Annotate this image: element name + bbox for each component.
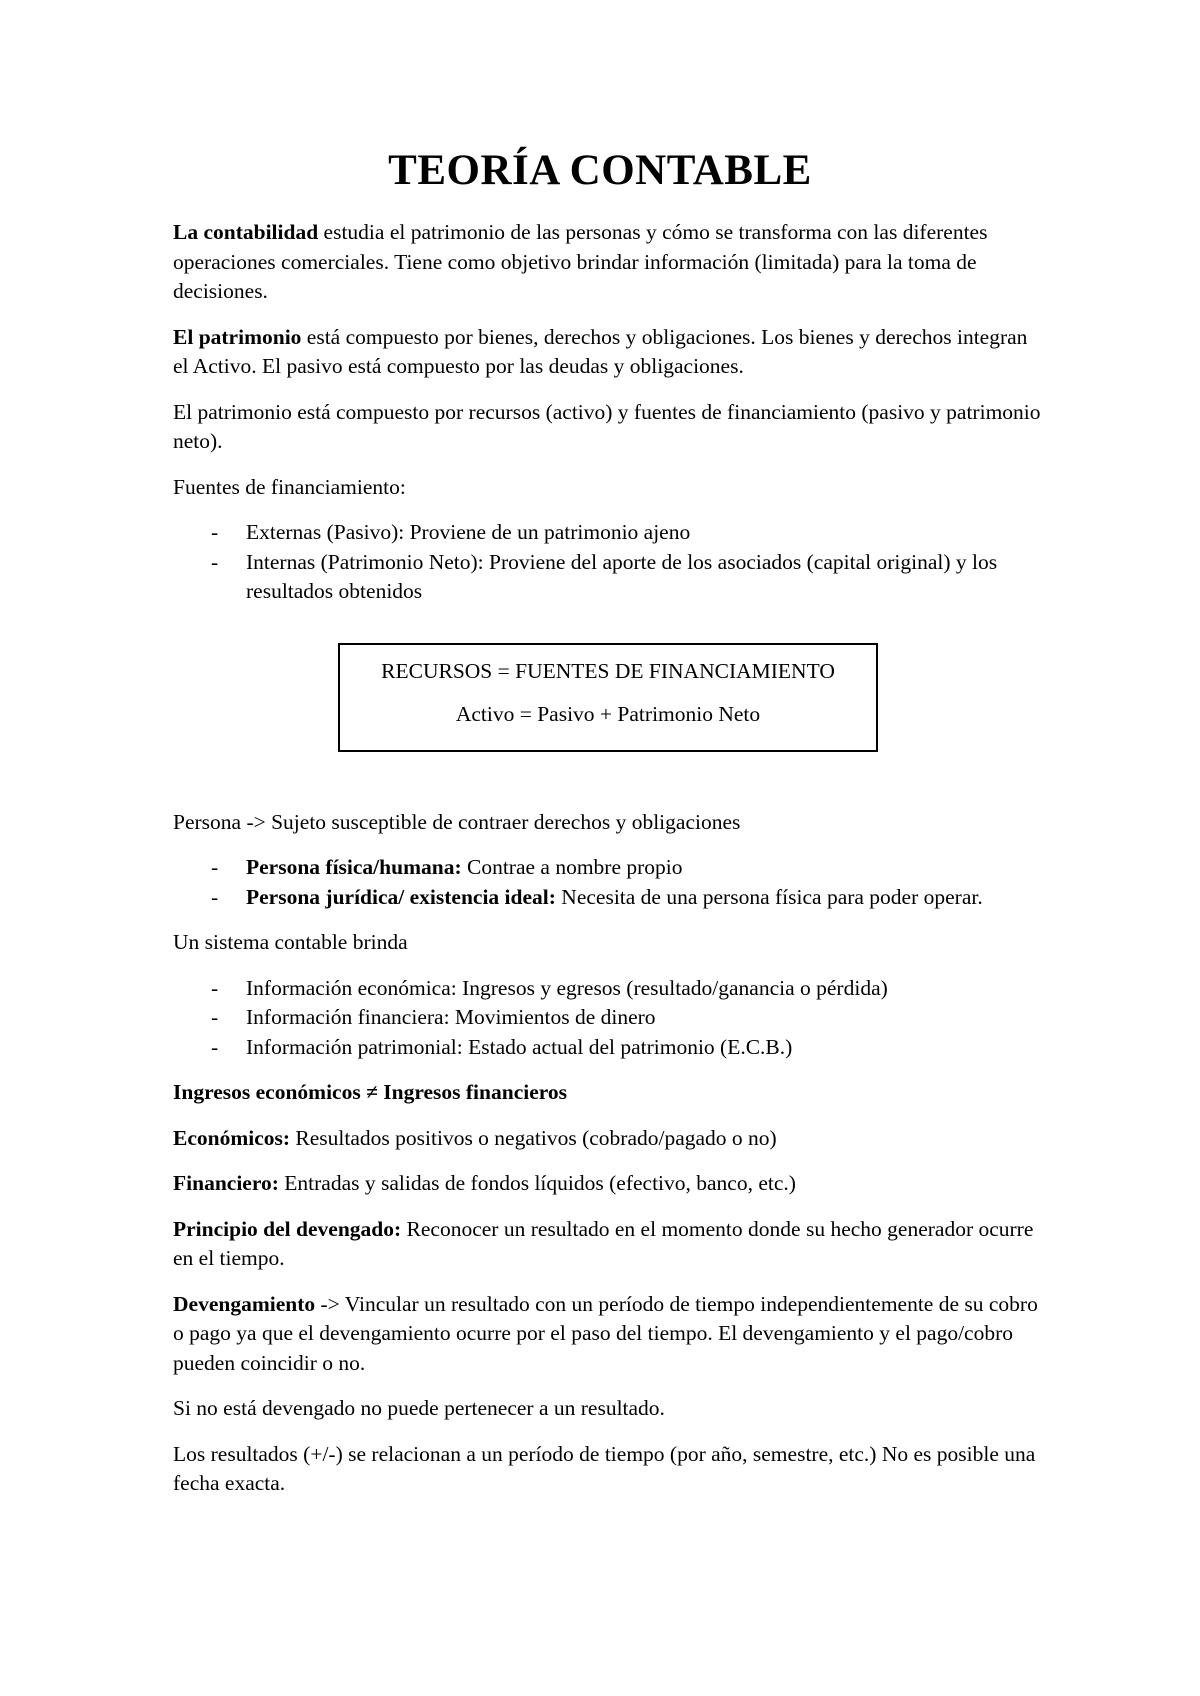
- equation-box-wrapper: [173, 643, 1043, 752]
- equation-line-activo: Activo = Pasivo + Patrimonio Neto: [455, 702, 761, 726]
- paragraph-text: Resultados positivos o negativos (cobrado/pagado o no): [290, 1125, 777, 1150]
- list-item: - Internas (Patrimonio Neto): Proviene del aporte de los asociados (capital original) y los resultados obtenidos: [173, 548, 1043, 607]
- paragraph-no-devengado: Si no está devengado no puede pertenecer a un resultado.: [173, 1396, 665, 1420]
- term-ingresos: Ingresos económicos ≠ Ingresos financieros: [173, 1080, 568, 1104]
- paragraph-text: estudia el patrimonio de las personas y cómo se transforma con las diferentes operaciones comerciales. Tiene como objetivo brindar información (limitada) para la toma de decisiones.: [173, 220, 988, 303]
- term-persona-fisica: Persona física/humana:: [246, 855, 462, 879]
- term-devengamiento: Devengamiento: [173, 1291, 316, 1316]
- term-principio: Principio del devengado:: [173, 1216, 402, 1241]
- heading-persona: Persona -> Sujeto susceptible de contraer derechos y obligaciones: [173, 809, 741, 834]
- list-item: - Información financiera: Movimientos de dinero: [173, 1003, 1043, 1033]
- paragraph-text: Reconocer un resultado en el momento donde su hecho generador ocurre en el tiempo.: [173, 1216, 1034, 1270]
- paragraph-patrimonio: [173, 323, 1043, 382]
- paragraph-recursos: El patrimonio está compuesto por recursos (activo) y fuentes de financiamiento (pasivo y patrimonio neto).: [173, 399, 1041, 453]
- list-item: [173, 853, 1043, 883]
- list-item-text: Contrae a nombre propio: [461, 855, 683, 879]
- paragraph-contabilidad: [173, 218, 1043, 307]
- list-item: - Información patrimonial: Estado actual del patrimonio (E.C.B.): [173, 1033, 1043, 1063]
- page-title: TEORÍA CONTABLE: [388, 147, 812, 194]
- term-contabilidad: La contabilidad: [173, 220, 319, 244]
- paragraph-principio: [173, 1215, 1043, 1274]
- document-body: [173, 218, 1043, 1515]
- list-item: [173, 883, 1043, 913]
- term-patrimonio: El patrimonio: [173, 324, 302, 349]
- paragraph-text: -> Vincular un resultado con un período de tiempo independientemente de su cobro o pago ya que el devengamiento ocurre por el paso del tiempo. El devengamiento y el pago/cobro pueden coincidir o no.: [173, 1291, 1038, 1375]
- paragraph-ingresos: [173, 1078, 1043, 1108]
- list-fuentes: [173, 518, 1043, 607]
- term-economicos: Económicos:: [173, 1125, 291, 1150]
- heading-sistema: Un sistema contable brinda: [173, 930, 408, 954]
- list-item-text: Necesita de una persona física para poder operar.: [555, 884, 983, 909]
- paragraph-resultados: Los resultados (+/-) se relacionan a un período de tiempo (por año, semestre, etc.) No es posible una fecha exacta.: [173, 1441, 1036, 1495]
- paragraph-text: Entradas y salidas de fondos líquidos (efectivo, banco, etc.): [278, 1171, 796, 1195]
- paragraph-economicos: [173, 1124, 1043, 1154]
- list-item: - Externas (Pasivo): Proviene de un patrimonio ajeno: [173, 518, 1043, 548]
- equation-box: [338, 643, 878, 752]
- paragraph-text: está compuesto por bienes, derechos y obligaciones. Los bienes y derechos integran el Activo. El pasivo está compuesto por las deudas y obligaciones.: [173, 324, 1028, 378]
- term-financiero: Financiero:: [173, 1171, 279, 1195]
- list-persona: [173, 853, 1043, 912]
- paragraph-financiero: [173, 1169, 1043, 1199]
- list-sistema: [173, 974, 1043, 1063]
- equation-line-recursos: RECURSOS = FUENTES DE FINANCIAMIENTO: [381, 658, 835, 683]
- heading-fuentes: Fuentes de financiamiento:: [173, 474, 406, 499]
- paragraph-devengamiento: [173, 1290, 1043, 1379]
- list-item: - Información económica: Ingresos y egresos (resultado/ganancia o pérdida): [173, 974, 1043, 1004]
- term-persona-juridica: Persona jurídica/ existencia ideal:: [246, 884, 556, 909]
